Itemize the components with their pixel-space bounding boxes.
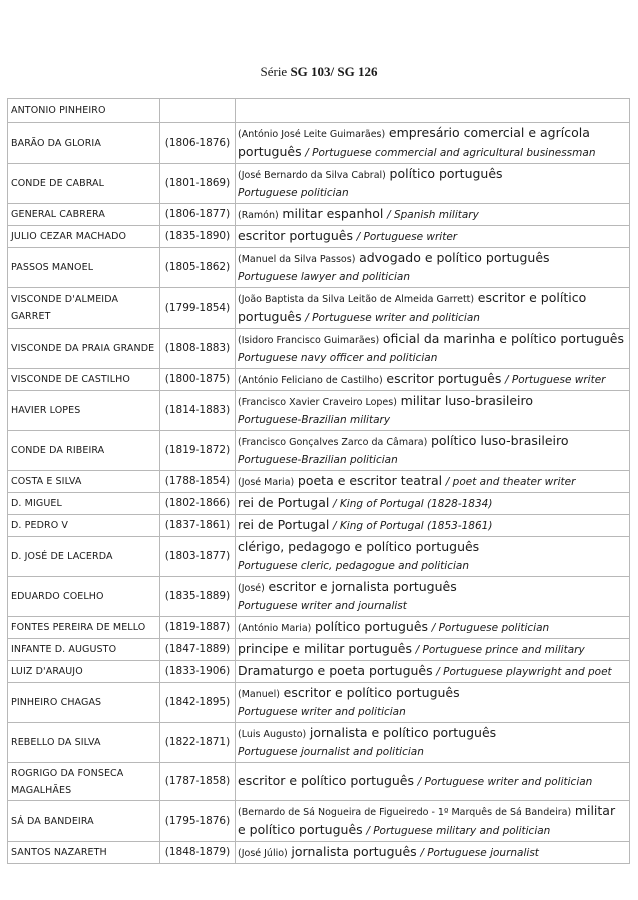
english-description: Portuguese lawyer and politician <box>238 271 410 283</box>
portuguese-description: militar luso-brasileiro <box>400 393 534 408</box>
portuguese-description: escritor e político português <box>238 773 415 788</box>
full-name: (José Bernardo da Silva Cabral) <box>238 170 386 181</box>
english-description: / Portuguese journalist <box>420 847 539 859</box>
person-name: CONDE DE CABRAL <box>8 164 160 204</box>
description-cell <box>236 391 630 431</box>
english-description: / Portuguese politician <box>431 622 550 634</box>
person-name: INFANTE D. AUGUSTO <box>8 639 160 661</box>
portuguese-description: principe e militar português <box>238 641 412 656</box>
person-name: JULIO CEZAR MACHADO <box>8 226 160 248</box>
table-row <box>8 515 630 537</box>
description-cell <box>236 661 630 683</box>
full-name: (António Feliciano de Castilho) <box>238 375 383 386</box>
life-dates: (1806-1876) <box>160 123 236 164</box>
table-row <box>8 537 630 577</box>
english-description: / Portuguese writer and politician <box>417 776 593 788</box>
english-description: Portuguese writer and journalist <box>238 600 407 612</box>
table-row <box>8 391 630 431</box>
english-description: Portuguese politician <box>238 187 349 199</box>
table-row <box>8 164 630 204</box>
english-description: / King of Portugal (1828-1834) <box>333 498 493 510</box>
life-dates: (1837-1861) <box>160 515 236 537</box>
person-name: VISCONDE DE CASTILHO <box>8 369 160 391</box>
table-row <box>8 801 630 842</box>
english-description: / Portuguese writer and politician <box>305 312 480 324</box>
portuguese-description: advogado e político português <box>359 250 550 265</box>
person-name: EDUARDO COELHO <box>8 577 160 617</box>
portuguese-description: oficial da marinha e político português <box>382 331 624 346</box>
portuguese-description: escritor português <box>386 371 502 386</box>
person-name: REBELLO DA SILVA <box>8 723 160 763</box>
english-description: / Portuguese playwright and poet <box>436 666 612 678</box>
life-dates: (1799-1854) <box>160 288 236 329</box>
life-dates: (1847-1889) <box>160 639 236 661</box>
description-cell <box>236 164 630 204</box>
description-cell <box>236 683 630 723</box>
person-name: HAVIER LOPES <box>8 391 160 431</box>
portuguese-description: político português <box>389 166 503 181</box>
person-name: ROGRIGO DA FONSECA MAGALHÃES <box>8 763 160 801</box>
description-cell <box>236 329 630 369</box>
person-name: D. PEDRO V <box>8 515 160 537</box>
table-row <box>8 123 630 164</box>
person-name: LUIZ D'ARAUJO <box>8 661 160 683</box>
description-cell <box>236 99 630 123</box>
english-description: Portuguese writer and politician <box>238 706 406 718</box>
title-prefix: Série <box>260 64 288 79</box>
life-dates: (1801-1869) <box>160 164 236 204</box>
full-name: (Luis Augusto) <box>238 729 307 740</box>
portuguese-description: escritor português <box>238 228 353 243</box>
life-dates: (1819-1887) <box>160 617 236 639</box>
english-description: Portuguese cleric, pedagogue and politician <box>238 560 469 572</box>
english-description: Portuguese-Brazilian politician <box>238 454 398 466</box>
table-row <box>8 617 630 639</box>
person-name: D. JOSÉ DE LACERDA <box>8 537 160 577</box>
english-description: / Portuguese prince and military <box>415 644 585 656</box>
english-description: / Portuguese military and politician <box>366 825 551 837</box>
table-row <box>8 248 630 288</box>
table-row <box>8 639 630 661</box>
portuguese-description: clérigo, pedagogo e político português <box>238 539 480 554</box>
description-cell <box>236 288 630 329</box>
person-name: SANTOS NAZARETH <box>8 842 160 864</box>
description-cell <box>236 639 630 661</box>
description-cell <box>236 763 630 801</box>
table-row <box>8 493 630 515</box>
portuguese-description: escritor e jornalista português <box>268 579 457 594</box>
description-cell <box>236 537 630 577</box>
english-description: / Portuguese commercial and agricultural businessman <box>305 147 596 159</box>
life-dates: (1833-1906) <box>160 661 236 683</box>
portuguese-description: Dramaturgo e poeta português <box>238 663 433 678</box>
people-table <box>7 98 630 864</box>
portuguese-description: escritor e político português <box>283 685 460 700</box>
full-name: (António José Leite Guimarães) <box>238 129 386 140</box>
english-description: / poet and theater writer <box>445 476 576 488</box>
portuguese-description: jornalista português <box>291 844 417 859</box>
life-dates: (1802-1866) <box>160 493 236 515</box>
table-row <box>8 431 630 471</box>
series-code: SG 103/ SG 126 <box>290 64 378 79</box>
table-row <box>8 471 630 493</box>
description-cell <box>236 471 630 493</box>
life-dates: (1848-1879) <box>160 842 236 864</box>
life-dates: (1808-1883) <box>160 329 236 369</box>
english-description: / King of Portugal (1853-1861) <box>333 520 493 532</box>
person-name: CONDE DA RIBEIRA <box>8 431 160 471</box>
description-cell <box>236 123 630 164</box>
life-dates: (1795-1876) <box>160 801 236 842</box>
description-cell <box>236 801 630 842</box>
description-cell <box>236 515 630 537</box>
life-dates: (1835-1890) <box>160 226 236 248</box>
english-description: / Portuguese writer <box>505 374 606 386</box>
portuguese-description: poeta e escritor teatral <box>297 473 443 488</box>
description-cell <box>236 723 630 763</box>
description-cell <box>236 493 630 515</box>
portuguese-description: político português <box>315 619 429 634</box>
full-name: (Francisco Gonçalves Zarco da Câmara) <box>238 437 428 448</box>
life-dates <box>160 99 236 123</box>
document-title <box>0 64 638 80</box>
full-name: (Francisco Xavier Craveiro Lopes) <box>238 397 397 408</box>
life-dates: (1800-1875) <box>160 369 236 391</box>
english-description: Portuguese-Brazilian military <box>238 414 391 426</box>
english-description: / Spanish military <box>387 209 479 221</box>
full-name: (José Júlio) <box>238 848 288 859</box>
full-name: (Manuel) <box>238 689 280 700</box>
full-name: (Ramón) <box>238 210 279 221</box>
full-name: (Bernardo de Sá Nogueira de Figueiredo - 1º Marquês de Sá Bandeira) <box>238 807 572 818</box>
life-dates: (1835-1889) <box>160 577 236 617</box>
full-name: (António Maria) <box>238 623 312 634</box>
life-dates: (1787-1858) <box>160 763 236 801</box>
table-row <box>8 577 630 617</box>
person-name: GENERAL CABRERA <box>8 204 160 226</box>
full-name: (João Baptista da Silva Leitão de Almeida Garrett) <box>238 294 475 305</box>
portuguese-description: empresário comercial e agrícola português <box>238 125 590 159</box>
life-dates: (1842-1895) <box>160 683 236 723</box>
person-name: ANTONIO PINHEIRO <box>8 99 160 123</box>
portuguese-description: rei de Portugal <box>238 495 330 510</box>
description-cell <box>236 226 630 248</box>
portuguese-description: escritor e político português <box>238 290 587 324</box>
table-row <box>8 329 630 369</box>
life-dates: (1805-1862) <box>160 248 236 288</box>
full-name: (Manuel da Silva Passos) <box>238 254 356 265</box>
person-name: D. MIGUEL <box>8 493 160 515</box>
life-dates: (1803-1877) <box>160 537 236 577</box>
table-row <box>8 226 630 248</box>
portuguese-description: político luso-brasileiro <box>430 433 569 448</box>
person-name: FONTES PEREIRA DE MELLO <box>8 617 160 639</box>
full-name: (Isidoro Francisco Guimarães) <box>238 335 380 346</box>
life-dates: (1822-1871) <box>160 723 236 763</box>
table-row <box>8 661 630 683</box>
description-cell <box>236 431 630 471</box>
description-cell <box>236 842 630 864</box>
life-dates: (1788-1854) <box>160 471 236 493</box>
person-name: SÁ DA BANDEIRA <box>8 801 160 842</box>
table-row <box>8 763 630 801</box>
table-row <box>8 288 630 329</box>
table-row <box>8 369 630 391</box>
description-cell <box>236 577 630 617</box>
person-name: VISCONDE D'ALMEIDA GARRET <box>8 288 160 329</box>
table-row <box>8 723 630 763</box>
life-dates: (1806-1877) <box>160 204 236 226</box>
english-description: Portuguese journalist and politician <box>238 746 424 758</box>
person-name: VISCONDE DA PRAIA GRANDE <box>8 329 160 369</box>
full-name: (José) <box>238 583 265 594</box>
portuguese-description: rei de Portugal <box>238 517 330 532</box>
portuguese-description: militar e político português <box>238 803 616 837</box>
description-cell <box>236 369 630 391</box>
description-cell <box>236 204 630 226</box>
person-name: PINHEIRO CHAGAS <box>8 683 160 723</box>
description-cell <box>236 617 630 639</box>
table-row <box>8 842 630 864</box>
life-dates: (1814-1883) <box>160 391 236 431</box>
table-row <box>8 99 630 123</box>
table-row <box>8 204 630 226</box>
person-name: COSTA E SILVA <box>8 471 160 493</box>
life-dates: (1819-1872) <box>160 431 236 471</box>
full-name: (José Maria) <box>238 477 295 488</box>
english-description: / Portuguese writer <box>356 231 458 243</box>
portuguese-description: militar espanhol <box>282 206 384 221</box>
person-name: BARÃO DA GLORIA <box>8 123 160 164</box>
table-row <box>8 683 630 723</box>
english-description: Portuguese navy officer and politician <box>238 352 438 364</box>
person-name: PASSOS MANOEL <box>8 248 160 288</box>
description-cell <box>236 248 630 288</box>
portuguese-description: jornalista e político português <box>309 725 497 740</box>
